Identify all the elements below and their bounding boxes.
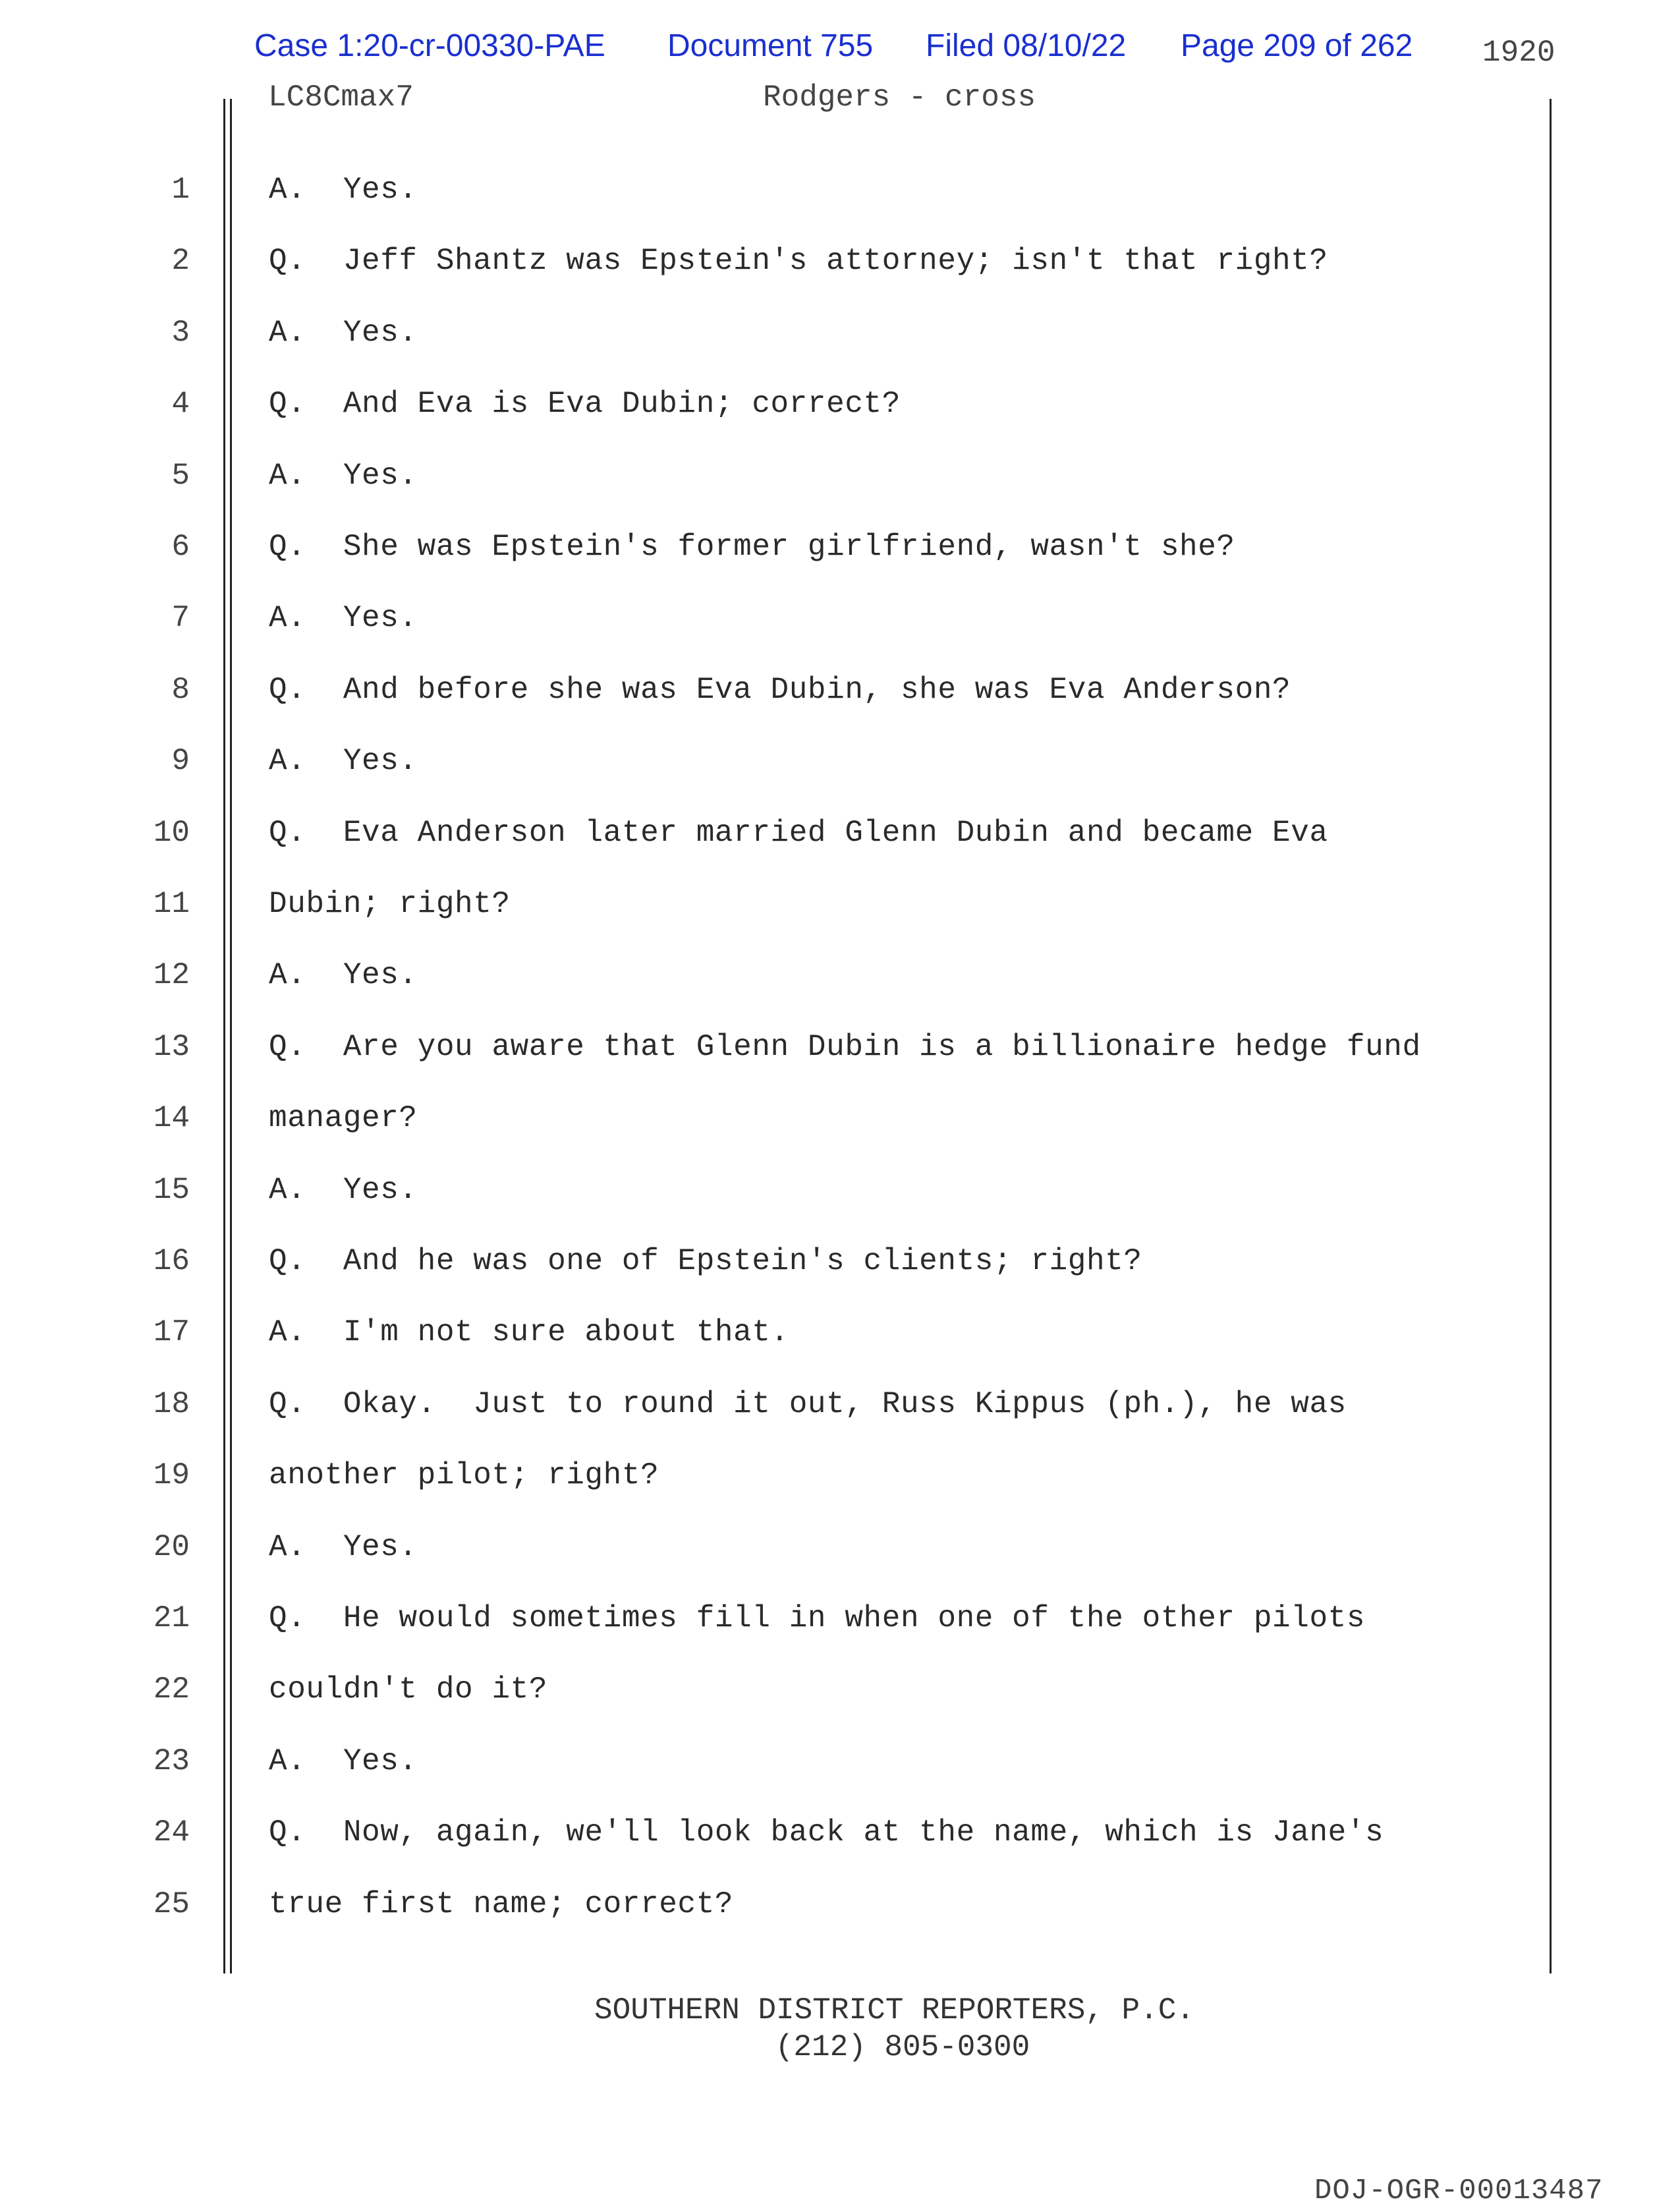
line-text: A. Yes. <box>269 173 418 207</box>
transcript-line <box>0 816 1680 887</box>
transcript-line <box>0 1601 1680 1672</box>
line-text: Q. And before she was Eva Dubin, she was Eva Anderson? <box>269 672 1291 707</box>
line-number: 16 <box>153 1244 190 1278</box>
line-number: 20 <box>153 1529 190 1564</box>
line-number: 2 <box>171 244 190 279</box>
line-number: 22 <box>153 1672 190 1707</box>
case-number: Case 1:20-cr-00330-PAE <box>254 28 605 63</box>
transcript-line <box>0 1244 1680 1315</box>
line-text: A. Yes. <box>269 958 418 993</box>
line-number: 11 <box>153 887 190 921</box>
line-number: 25 <box>153 1886 190 1921</box>
transcript-line <box>0 316 1680 387</box>
line-text: Q. Are you aware that Glenn Dubin is a billionaire hedge fund <box>269 1029 1421 1064</box>
transcript-line <box>0 1887 1680 1958</box>
line-number: 8 <box>171 672 190 707</box>
line-text: Q. Eva Anderson later married Glenn Dubin and became Eva <box>269 815 1328 850</box>
transcript-line <box>0 1530 1680 1601</box>
reporter-firm: SOUTHERN DISTRICT REPORTERS, P.C. <box>594 1993 1194 2028</box>
line-text: Q. She was Epstein's former girlfriend, wasn't she? <box>269 530 1235 564</box>
line-text: A. Yes. <box>269 744 418 779</box>
line-number: 9 <box>171 744 190 779</box>
bates-number: DOJ-OGR-00013487 <box>1314 2174 1604 2207</box>
transcript-line <box>0 887 1680 958</box>
line-number: 10 <box>153 815 190 850</box>
transcript-line <box>0 673 1680 744</box>
transcript-line <box>0 601 1680 672</box>
line-number: 17 <box>153 1315 190 1350</box>
line-number: 7 <box>171 601 190 636</box>
transcript-line <box>0 1101 1680 1172</box>
line-number: 5 <box>171 458 190 493</box>
line-text: A. Yes. <box>269 601 418 636</box>
line-text: another pilot; right? <box>269 1458 659 1493</box>
line-text: A. Yes. <box>269 315 418 350</box>
line-text: A. Yes. <box>269 1172 418 1207</box>
page-of-total: Page 209 of 262 <box>1181 28 1413 63</box>
transcript-line <box>0 173 1680 244</box>
transcript-line <box>0 1173 1680 1244</box>
line-text: A. Yes. <box>269 1744 418 1778</box>
line-text: true first name; correct? <box>269 1886 734 1921</box>
transcript-line <box>0 1744 1680 1815</box>
line-text: manager? <box>269 1101 418 1136</box>
transcript-line <box>0 1387 1680 1458</box>
filed-date: Filed 08/10/22 <box>926 28 1127 63</box>
line-text: A. I'm not sure about that. <box>269 1315 789 1350</box>
line-number: 13 <box>153 1029 190 1064</box>
line-number: 4 <box>171 387 190 422</box>
transcript-line <box>0 530 1680 601</box>
transcript-line <box>0 244 1680 315</box>
line-text: Q. Jeff Shantz was Epstein's attorney; isn't that right? <box>269 244 1328 279</box>
line-text: A. Yes. <box>269 458 418 493</box>
transcript-line <box>0 1030 1680 1101</box>
line-number: 3 <box>171 315 190 350</box>
transcript-line <box>0 958 1680 1029</box>
document-number: Document 755 <box>667 28 874 63</box>
transcript-page-number: 1920 <box>1482 36 1555 70</box>
line-text: Q. And he was one of Epstein's clients; right? <box>269 1244 1142 1278</box>
line-text: A. Yes. <box>269 1529 418 1564</box>
transcript-line <box>0 1815 1680 1886</box>
line-number: 19 <box>153 1458 190 1493</box>
line-number: 12 <box>153 958 190 993</box>
transcript-id: LC8Cmax7 <box>268 80 414 115</box>
line-number: 15 <box>153 1172 190 1207</box>
court-filing-stamp <box>0 28 1680 74</box>
line-number: 18 <box>153 1386 190 1421</box>
line-text: Q. He would sometimes fill in when one of the other pilots <box>269 1601 1366 1635</box>
line-text: Q. Now, again, we'll look back at the name, which is Jane's <box>269 1815 1384 1850</box>
transcript-line <box>0 387 1680 458</box>
line-number: 14 <box>153 1101 190 1136</box>
line-text: Q. And Eva is Eva Dubin; correct? <box>269 387 901 422</box>
line-text: Q. Okay. Just to round it out, Russ Kippus (ph.), he was <box>269 1386 1347 1421</box>
line-text: Dubin; right? <box>269 887 511 921</box>
witness-title: Rodgers - cross <box>763 80 1036 115</box>
transcript-line <box>0 1315 1680 1386</box>
line-number: 23 <box>153 1744 190 1778</box>
line-number: 24 <box>153 1815 190 1850</box>
line-text: couldn't do it? <box>269 1672 548 1707</box>
line-number: 1 <box>171 173 190 207</box>
transcript-line <box>0 1458 1680 1529</box>
line-number: 21 <box>153 1601 190 1635</box>
transcript-line <box>0 459 1680 530</box>
line-number: 6 <box>171 530 190 564</box>
transcript-line <box>0 744 1680 815</box>
transcript-line <box>0 1672 1680 1744</box>
reporter-phone: (212) 805-0300 <box>775 2030 1030 2064</box>
